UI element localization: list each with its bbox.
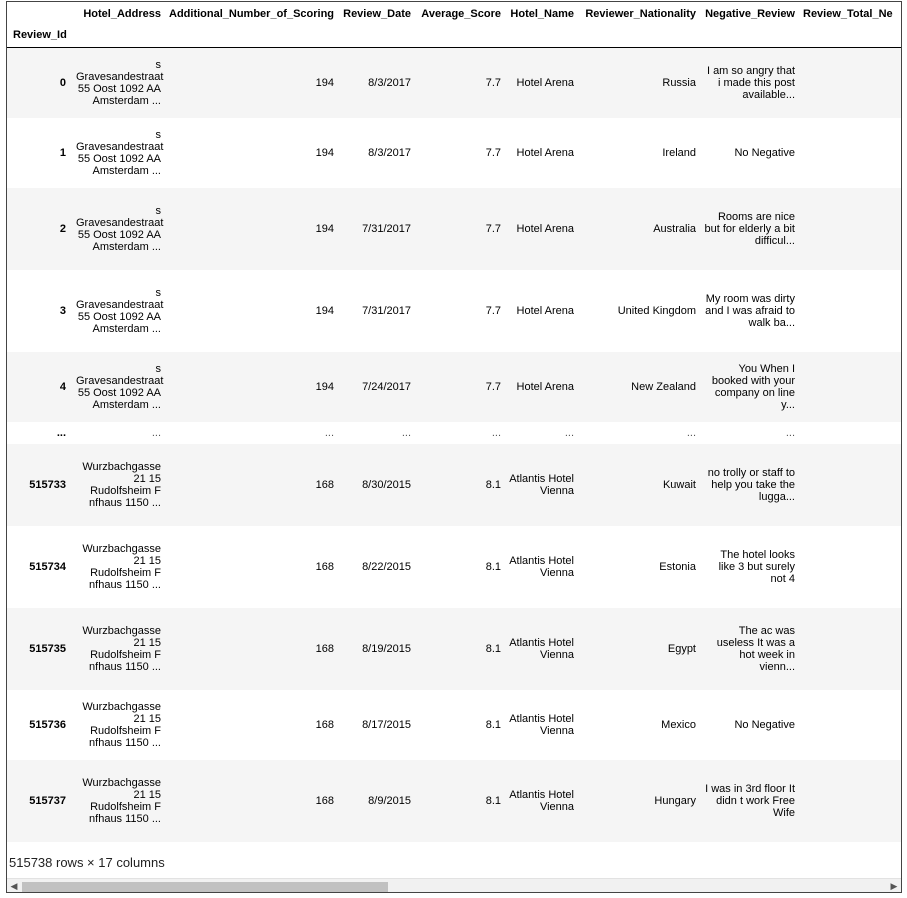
cell-nationality: Mexico bbox=[661, 718, 696, 731]
index-name-row bbox=[7, 29, 901, 48]
table-row bbox=[7, 526, 901, 608]
cell-review-date: 8/30/2015 bbox=[362, 478, 411, 491]
corner-cell bbox=[7, 2, 72, 29]
cell-review-date: 7/31/2017 bbox=[362, 222, 411, 235]
column-header: Review_Total_Ne bbox=[803, 8, 893, 20]
cell-hotel-address: s Gravesandestraat 55 Oost 1092 AA Amsterdam ... bbox=[76, 58, 164, 107]
cell-review-total bbox=[799, 690, 901, 760]
cell-review-total bbox=[799, 760, 901, 842]
cell-average-score: 8.1 bbox=[485, 718, 501, 731]
cell-average-score: 7.7 bbox=[485, 222, 501, 235]
dataframe-table bbox=[7, 2, 901, 842]
cell-hotel-name: Hotel Arena bbox=[516, 222, 574, 235]
cell-negative-review: I am so angry that i made this post available... bbox=[706, 64, 795, 101]
cell-review-date: 8/22/2015 bbox=[362, 560, 411, 573]
ellipsis-cell: ... bbox=[491, 426, 501, 439]
cell-average-score: 7.7 bbox=[485, 146, 501, 159]
cell-nationality: New Zealand bbox=[631, 380, 696, 393]
horizontal-scrollbar[interactable] bbox=[7, 878, 901, 893]
row-index: 2 bbox=[59, 222, 66, 235]
dataframe-shape-label: 515738 rows × 17 columns bbox=[9, 855, 165, 870]
ellipsis-cell: ... bbox=[151, 426, 161, 439]
cell-hotel-name: Atlantis Hotel Vienna bbox=[509, 788, 574, 813]
ellipsis-cell: ... bbox=[324, 426, 334, 439]
row-index: 515735 bbox=[29, 642, 66, 655]
scroll-left-arrow-icon[interactable]: ◀ bbox=[10, 881, 18, 891]
row-index: 515736 bbox=[29, 718, 66, 731]
row-index: 1 bbox=[59, 146, 66, 159]
table-row bbox=[7, 48, 901, 118]
cell-hotel-name: Hotel Arena bbox=[516, 146, 574, 159]
cell-negative-review: The ac was useless It was a hot week in vienn... bbox=[716, 624, 795, 673]
cell-negative-review: I was in 3rd floor It didn t work Free Wife bbox=[705, 782, 795, 819]
cell-negative-review: no trolly or staff to help you take the lugga... bbox=[707, 466, 795, 503]
table-row bbox=[7, 188, 901, 270]
row-index: 0 bbox=[59, 76, 66, 89]
dataframe-table-wrap bbox=[7, 2, 901, 845]
cell-negative-review: No Negative bbox=[734, 718, 795, 731]
cell-review-date: 8/3/2017 bbox=[368, 146, 411, 159]
column-header: Review_Date bbox=[343, 8, 411, 20]
cell-negative-review: My room was dirty and I was afraid to walk ba... bbox=[705, 292, 795, 329]
cell-average-score: 7.7 bbox=[485, 304, 501, 317]
cell-review-date: 8/9/2015 bbox=[368, 794, 411, 807]
cell-review-date: 7/31/2017 bbox=[362, 304, 411, 317]
cell-review-total bbox=[799, 444, 901, 526]
cell-nationality: Estonia bbox=[659, 560, 696, 573]
cell-negative-review: No Negative bbox=[734, 146, 795, 159]
cell-review-total bbox=[799, 608, 901, 690]
cell-review-date: 8/17/2015 bbox=[362, 718, 411, 731]
cell-nationality: Australia bbox=[653, 222, 696, 235]
cell-additional-number: 194 bbox=[315, 222, 334, 235]
cell-review-total bbox=[799, 526, 901, 608]
ellipsis-cell: ... bbox=[401, 426, 411, 439]
table-row bbox=[7, 608, 901, 690]
row-index: 4 bbox=[59, 380, 66, 393]
column-header: Additional_Number_of_Scoring bbox=[169, 8, 335, 20]
cell-additional-number: 168 bbox=[315, 794, 334, 807]
cell-hotel-address: Wurzbachgasse 21 15 Rudolfsheim F nfhaus 1150 ... bbox=[82, 624, 161, 673]
cell-hotel-name: Hotel Arena bbox=[516, 380, 574, 393]
ellipsis-cell: ... bbox=[785, 426, 795, 439]
cell-nationality: Ireland bbox=[662, 146, 696, 159]
cell-additional-number: 168 bbox=[315, 560, 334, 573]
row-index: 515733 bbox=[29, 478, 66, 491]
scrollbar-thumb[interactable] bbox=[22, 882, 388, 892]
ellipsis-cell: ... bbox=[564, 426, 574, 439]
column-header: Reviewer_Nationality bbox=[585, 8, 696, 20]
column-header: Hotel_Address bbox=[83, 8, 161, 20]
cell-review-date: 8/3/2017 bbox=[368, 76, 411, 89]
cell-average-score: 8.1 bbox=[485, 560, 501, 573]
cell-hotel-name: Atlantis Hotel Vienna bbox=[509, 472, 574, 497]
cell-review-total bbox=[799, 48, 901, 118]
cell-negative-review: You When I booked with your company on line y... bbox=[711, 362, 795, 411]
cell-average-score: 8.1 bbox=[485, 794, 501, 807]
cell-hotel-name: Hotel Arena bbox=[516, 76, 574, 89]
cell-nationality: United Kingdom bbox=[617, 304, 696, 317]
cell-hotel-address: Wurzbachgasse 21 15 Rudolfsheim F nfhaus 1150 ... bbox=[82, 542, 161, 591]
cell-hotel-address: s Gravesandestraat 55 Oost 1092 AA Amsterdam ... bbox=[76, 204, 164, 253]
cell-negative-review: The hotel looks like 3 but surely not 4 bbox=[718, 548, 795, 585]
cell-hotel-address: Wurzbachgasse 21 15 Rudolfsheim F nfhaus 1150 ... bbox=[82, 460, 161, 509]
cell-nationality: Egypt bbox=[667, 642, 696, 655]
table-row bbox=[7, 270, 901, 352]
scroll-right-arrow-icon[interactable]: ▶ bbox=[890, 881, 898, 891]
cell-nationality: Russia bbox=[662, 76, 696, 89]
ellipsis-cell bbox=[799, 422, 901, 444]
ellipsis-cell: ... bbox=[686, 426, 696, 439]
cell-additional-number: 194 bbox=[315, 146, 334, 159]
cell-hotel-address: s Gravesandestraat 55 Oost 1092 AA Amsterdam ... bbox=[76, 286, 164, 335]
cell-nationality: Kuwait bbox=[662, 478, 696, 491]
cell-additional-number: 168 bbox=[315, 478, 334, 491]
cell-additional-number: 194 bbox=[315, 76, 334, 89]
cell-nationality: Hungary bbox=[654, 794, 696, 807]
cell-additional-number: 168 bbox=[315, 642, 334, 655]
cell-review-total bbox=[799, 352, 901, 422]
table-row bbox=[7, 118, 901, 188]
table-row bbox=[7, 352, 901, 422]
cell-average-score: 7.7 bbox=[485, 76, 501, 89]
cell-review-total bbox=[799, 188, 901, 270]
column-header: Average_Score bbox=[421, 8, 501, 20]
cell-average-score: 7.7 bbox=[485, 380, 501, 393]
cell-additional-number: 168 bbox=[315, 718, 334, 731]
column-header-row bbox=[7, 2, 901, 29]
cell-review-total bbox=[799, 270, 901, 352]
table-row bbox=[7, 760, 901, 842]
cell-negative-review: Rooms are nice but for elderly a bit difficul... bbox=[704, 210, 795, 247]
column-header: Hotel_Name bbox=[510, 8, 574, 20]
cell-review-date: 7/24/2017 bbox=[362, 380, 411, 393]
column-header: Negative_Review bbox=[705, 8, 795, 20]
table-row bbox=[7, 444, 901, 526]
row-index: 515734 bbox=[29, 560, 66, 573]
row-index: 3 bbox=[59, 304, 66, 317]
cell-average-score: 8.1 bbox=[485, 478, 501, 491]
ellipsis-index: ... bbox=[56, 426, 66, 439]
cell-hotel-address: s Gravesandestraat 55 Oost 1092 AA Amsterdam ... bbox=[76, 128, 164, 177]
cell-hotel-address: Wurzbachgasse 21 15 Rudolfsheim F nfhaus 1150 ... bbox=[82, 776, 161, 825]
cell-hotel-name: Atlantis Hotel Vienna bbox=[509, 554, 574, 579]
cell-hotel-name: Hotel Arena bbox=[516, 304, 574, 317]
row-index: 515737 bbox=[29, 794, 66, 807]
cell-hotel-address: s Gravesandestraat 55 Oost 1092 AA Amsterdam ... bbox=[76, 362, 164, 411]
cell-hotel-address: Wurzbachgasse 21 15 Rudolfsheim F nfhaus 1150 ... bbox=[82, 700, 161, 749]
table-row bbox=[7, 690, 901, 760]
cell-additional-number: 194 bbox=[315, 304, 334, 317]
dataframe-output bbox=[6, 1, 902, 893]
cell-hotel-name: Atlantis Hotel Vienna bbox=[509, 636, 574, 661]
index-name: Review_Id bbox=[7, 29, 72, 48]
ellipsis-row bbox=[7, 422, 901, 444]
cell-average-score: 8.1 bbox=[485, 642, 501, 655]
cell-review-date: 8/19/2015 bbox=[362, 642, 411, 655]
cell-review-total bbox=[799, 118, 901, 188]
cell-additional-number: 194 bbox=[315, 380, 334, 393]
cell-hotel-name: Atlantis Hotel Vienna bbox=[509, 712, 574, 737]
